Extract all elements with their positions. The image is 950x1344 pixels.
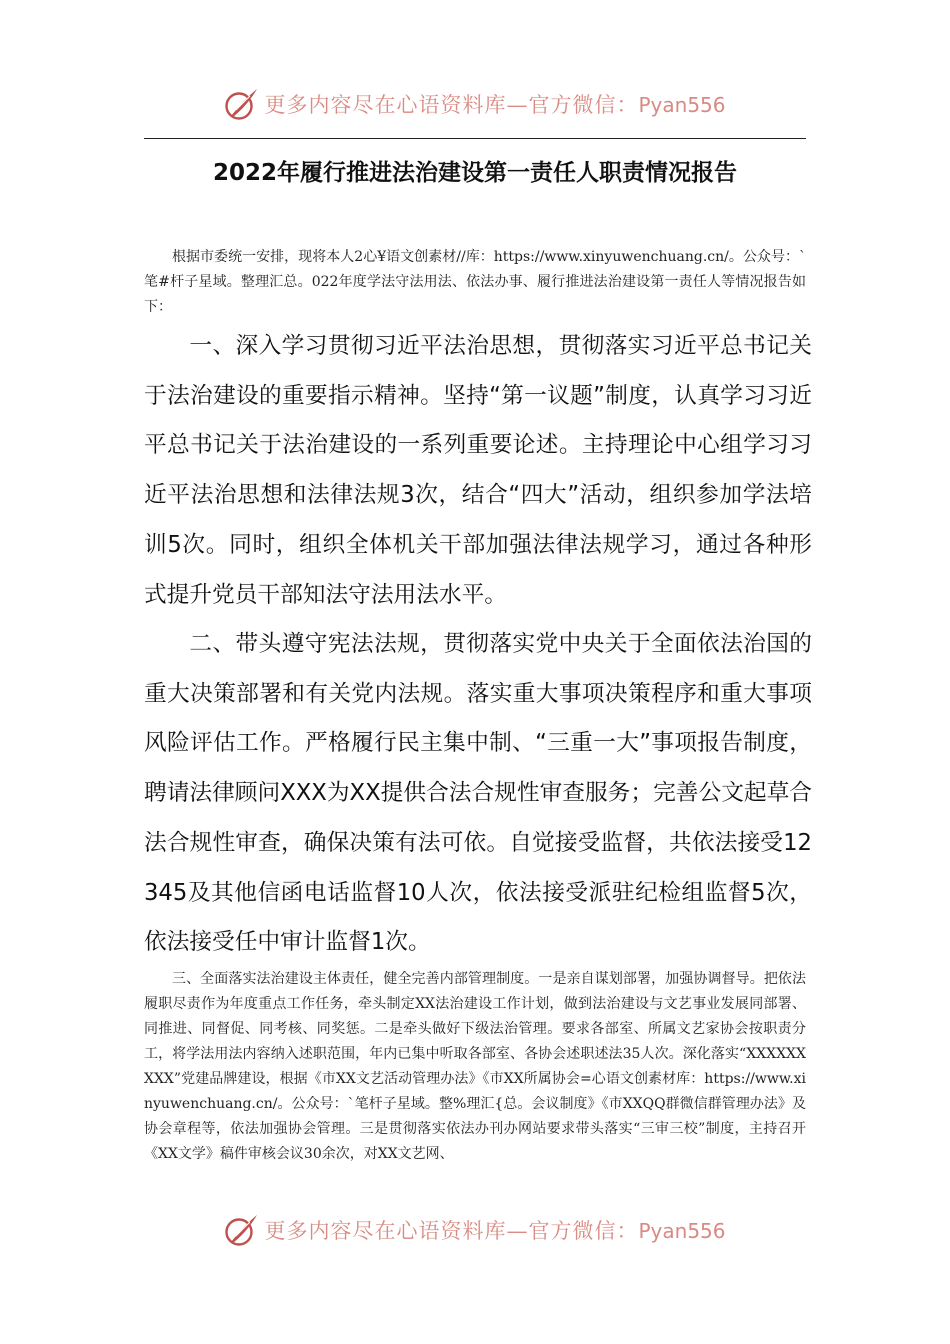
banner-text bbox=[264, 1215, 725, 1245]
header-watermark-banner bbox=[0, 82, 950, 126]
header-divider bbox=[144, 138, 806, 139]
banner-text bbox=[264, 89, 725, 119]
quill-logo-icon bbox=[224, 1212, 260, 1248]
banner-text-chinese: 更多内容尽在心语资料库—官方微信： bbox=[264, 1219, 639, 1243]
banner-wechat-id: Pyan556 bbox=[638, 93, 726, 117]
section-two-paragraph: 二、带头遵守宪法法规，贯彻落实党中央关于全面依法治国的重大决策部署和有关党内法规。落实重大事项决策程序和重大事项风险评估工作。严格履行民主集中制、“三重一大”事项报告制度，聘请法律顾问XXX为XX提供合法合规性审查服务；完善公文起草合法合规性审查，确保决策有法可依。自觉接受监督，共依法接受12345及其他信函电话监督10人次，依法接受派驻纪检组监督5次，依法接受任中审计监督1次。 bbox=[144, 631, 812, 956]
banner-text-chinese: 更多内容尽在心语资料库—官方微信： bbox=[264, 93, 639, 117]
section-three-paragraph: 三、全面落实法治建设主体责任，健全完善内部管理制度。一是亲自谋划部署，加强协调督导。把依法履职尽责作为年度重点工作任务，牵头制定XX法治建设工作计划，做到法治建设与文艺事业发展同部署、同推进、同督促、同考核、同奖惩。二是牵头做好下级法治管理。要求各部室、所属文艺家协会按职责分工，将学法用法内容纳入述职范围，年内已集中听取各部室、各协会述职述法35人次。深化落实“XXXXXXXXX”党建品牌建设，根据《市XX文艺活动管理办法》《市XX所属协会=心语文创素材库：https://www.xinyuwenchuang.cn/。公众号：`笔杆子星域。整%理汇{总。会议制度》《市XXQQ群微信群管理办法》及协会章程等，依法加强协会管理。三是贯彻落实依法办刊办网站要求带头落实“三审三校”制度，主持召开《XX文学》稿件审核会议30余次，对XX文艺网、 bbox=[144, 971, 806, 1162]
document-title: 2022年履行推进法治建设第一责任人职责情况报告 bbox=[212, 160, 737, 186]
footer-watermark-banner bbox=[0, 1208, 950, 1252]
section-one-paragraph: 一、深入学习贯彻习近平法治思想，贯彻落实习近平总书记关于法治建设的重要指示精神。坚持“第一议题”制度，认真学习习近平总书记关于法治建设的一系列重要论述。主持理论中心组学习习近平法治思想和法律法规3次，结合“四大”活动，组织参加学法培训5次。同时，组织全体机关干部加强法律法规学习，通过各种形式提升党员干部知法守法用法水平。 bbox=[144, 333, 812, 608]
quill-logo-icon bbox=[224, 86, 260, 122]
intro-paragraph: 根据市委统一安排，现将本人2心¥语文创素材//库：https://www.xinyuwenchuang.cn/。公众号：`笔#杆子星域。整理汇总。022年度学法守法用法、依法办事、履行推进法治建设第一责任人等情况报告如下： bbox=[144, 249, 806, 315]
banner-wechat-id: Pyan556 bbox=[638, 1219, 726, 1243]
